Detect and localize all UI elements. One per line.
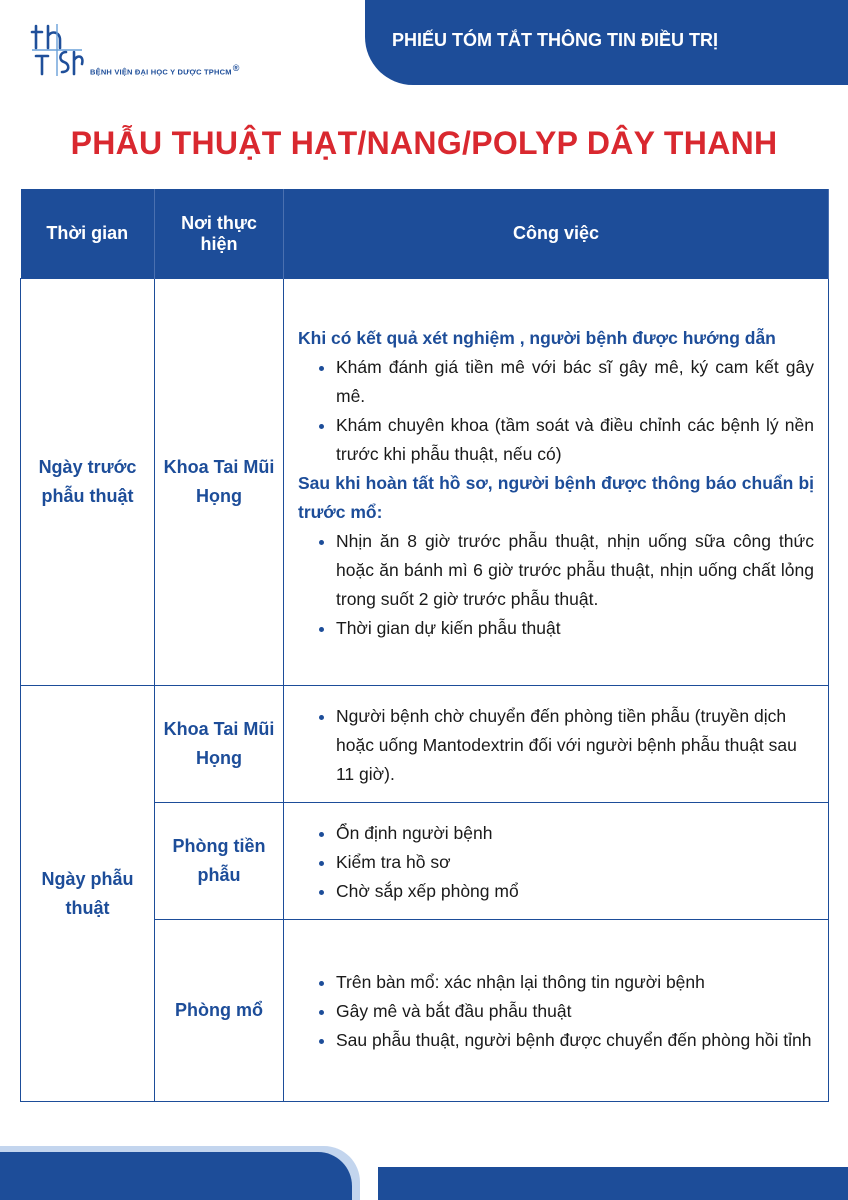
list-item: • Thời gian dự kiến phẫu thuật xyxy=(336,614,814,643)
cell-place-operating-room: Phòng mổ xyxy=(155,920,284,1102)
hospital-name: BỆNH VIỆN ĐẠI HỌC Y DƯỢC TPHCM® xyxy=(90,63,240,77)
umc-logo-icon xyxy=(30,22,84,78)
header-time: Thời gian xyxy=(21,189,155,279)
instruction-heading: Khi có kết quả xét nghiệm , người bệnh được hướng dẫn xyxy=(298,327,776,348)
preparation-list xyxy=(298,527,814,643)
header-place: Nơi thực hiện xyxy=(155,189,284,279)
cell-work-before xyxy=(284,279,829,686)
table-row-before-surgery xyxy=(21,279,829,686)
list-item: • Kiểm tra hồ sơ xyxy=(336,848,814,877)
cell-place-ent: Khoa Tai Mũi Họng xyxy=(155,686,284,803)
header-work: Công việc xyxy=(284,189,829,279)
task-list xyxy=(298,819,814,906)
list-item: • Trên bàn mổ: xác nhận lại thông tin người bệnh xyxy=(336,968,814,997)
list-item: • Sau phẫu thuật, người bệnh được chuyển đến phòng hồi tỉnh xyxy=(336,1026,814,1055)
page-title: PHẪU THUẬT HẠT/NANG/POLYP DÂY THANH xyxy=(70,125,778,161)
instruction-list xyxy=(298,353,814,469)
cell-time-surgery-day: Ngày phẫu thuật xyxy=(21,686,155,1102)
cell-work-ent xyxy=(284,686,829,803)
list-item: • Gây mê và bắt đầu phẫu thuật xyxy=(336,997,814,1026)
hospital-logo xyxy=(30,22,270,82)
footer-accent-dark xyxy=(0,1152,352,1200)
task-list xyxy=(298,702,814,789)
preparation-heading: Sau khi hoàn tất hồ sơ, người bệnh được thông báo chuẩn bị trước mổ: xyxy=(298,472,814,522)
list-item: • Ổn định người bệnh xyxy=(336,819,814,848)
table-header-row xyxy=(21,189,829,279)
cell-work-or xyxy=(284,920,829,1102)
footer-bar xyxy=(378,1167,848,1200)
banner-title: PHIẾU TÓM TẮT THÔNG TIN ĐIỀU TRỊ xyxy=(392,30,718,50)
list-item: • Nhịn ăn 8 giờ trước phẫu thuật, nhịn uống sữa công thức hoặc ăn bánh mì 6 giờ trước phẫu thuật, nhịn uống chất lỏng trong suốt 2 giờ trước phẫu thuật. xyxy=(336,527,814,614)
list-item: • Khám đánh giá tiền mê với bác sĩ gây mê, ký cam kết gây mê. xyxy=(336,353,814,411)
cell-place-ent: Khoa Tai Mũi Họng xyxy=(155,279,284,686)
task-list xyxy=(298,968,814,1055)
list-item: • Người bệnh chờ chuyển đến phòng tiền phẫu (truyền dịch hoặc uống Mantodextrin đối với người bệnh phẫu thuật sau 11 giờ). xyxy=(336,702,814,789)
list-item: • Chờ sắp xếp phòng mổ xyxy=(336,877,814,906)
cell-work-preop xyxy=(284,803,829,920)
cell-time-before: Ngày trước phẫu thuật xyxy=(21,279,155,686)
treatment-schedule-table xyxy=(20,189,829,1102)
list-item: • Khám chuyên khoa (tầm soát và điều chỉnh các bệnh lý nền trước khi phẫu thuật, nếu có) xyxy=(336,411,814,469)
cell-place-preop-room: Phòng tiền phẫu xyxy=(155,803,284,920)
table-row-surgery-ent xyxy=(21,686,829,803)
